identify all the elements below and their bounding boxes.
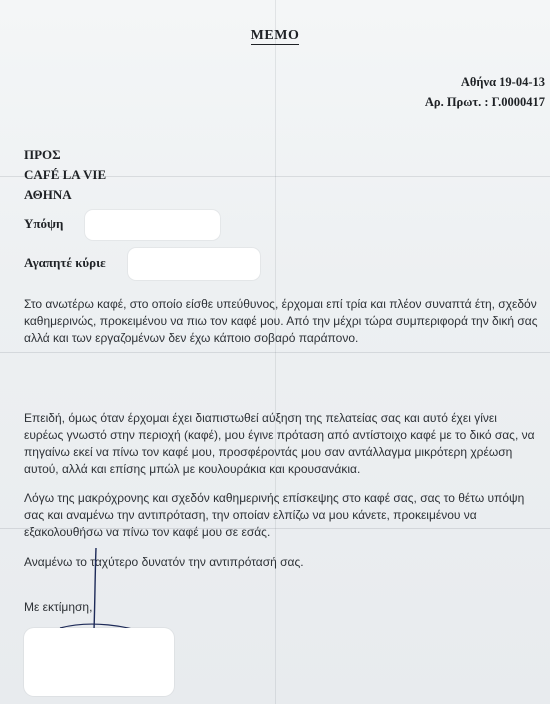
memo-paragraph: Αναμένω το ταχύτερο δυνατόν την αντιπρότασή σας. bbox=[24, 555, 304, 569]
redacted-name-box bbox=[85, 210, 220, 240]
recipient-to-label: ΠΡΟΣ bbox=[24, 147, 61, 162]
recipient-block bbox=[24, 145, 106, 205]
redacted-signature-box bbox=[24, 628, 174, 696]
memo-date: Αθήνα 19-04-13 bbox=[460, 75, 545, 89]
paper-fold-line bbox=[275, 0, 276, 704]
memo-reference-number: Αρ. Πρωτ. : Γ.0000417 bbox=[424, 95, 545, 109]
memo-title-text: MEMO bbox=[250, 28, 300, 43]
memo-meta bbox=[305, 72, 545, 112]
memo-title bbox=[0, 28, 550, 44]
memo-paragraph: Επειδή, όμως όταν έρχομαι έχει διαπιστωθεί αύξηση της πελατείας σας και αυτό έχει γίνει ευρέως γνωστό στην περιοχή (καφέ), μου έγινε πρόταση από αντίστοιχο καφέ με το δικό σας, να πηγαίνω εκεί να πίνω τον καφέ μου, προσφέροντάς μου σαν αντάλλαγμα μικρότερη χρέωση αυτού, αλλά και επίσης μπώλ με κουλουράκια και κρουσανάκια. bbox=[24, 411, 535, 476]
recipient-name: CAFÉ LA VIE bbox=[24, 167, 107, 182]
closing-line: Με εκτίμηση, bbox=[24, 600, 93, 614]
attention-label: Υπόψη bbox=[24, 216, 64, 231]
salutation-label: Αγαπητέ κύριε bbox=[24, 255, 106, 270]
memo-paragraph: Λόγω της μακρόχρονης και σχεδόν καθημερινής επίσκεψης στο καφέ σας, σας το θέτω υπόψη σας και αναμένω την αντιπρόταση, την οποίαν ελπίζω να μου κάνετε, προκειμένου να εξακολουθήσω να πίνω τον καφέ μου σε εσάς. bbox=[24, 491, 525, 539]
redacted-name-box bbox=[128, 248, 260, 280]
memo-paragraph: Στο ανωτέρω καφέ, στο οποίο είσθε υπεύθυνος, έρχομαι επί τρία και πλέον συναπτά έτη, σχεδόν καθημερινώς, προκειμένου να πιω τον καφέ μου. Από την μέχρι τώρα συμπεριφορά την δική σας αλλά και των εργαζομένων δεν έχω κάποιο σοβαρό παράπονο. bbox=[24, 297, 538, 345]
recipient-city: ΑΘΗΝΑ bbox=[24, 187, 72, 202]
